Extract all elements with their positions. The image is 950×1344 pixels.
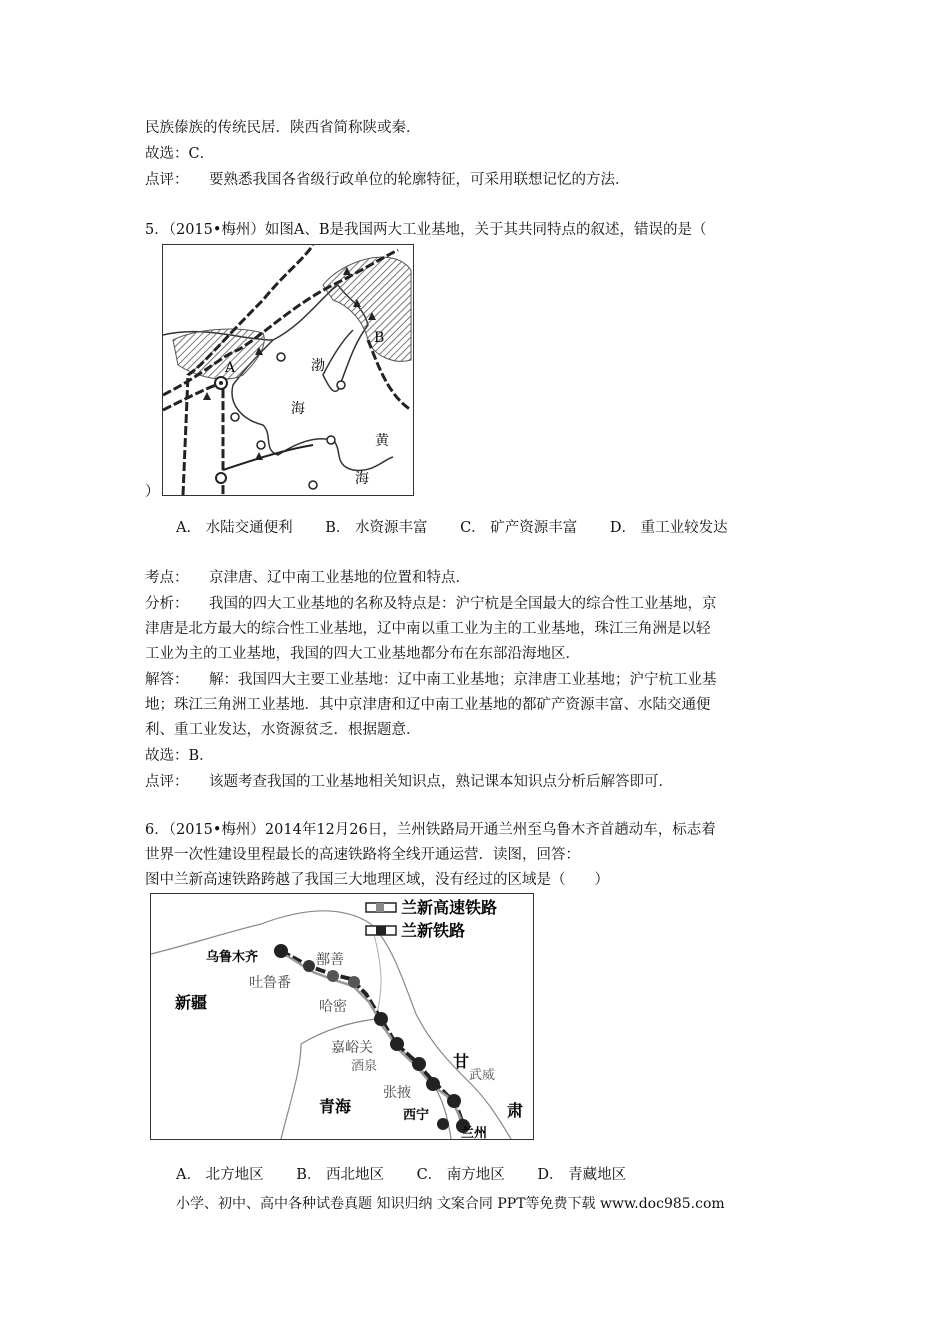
comment-label: 点评：	[145, 172, 189, 188]
fenxi-line-1	[145, 594, 717, 614]
legend-high-speed: 兰新高速铁路	[401, 898, 498, 917]
label-gan: 甘	[453, 1052, 470, 1071]
q5-answer: 故选：B．	[145, 748, 214, 764]
fenxi-text-1: 我国的四大工业基地的名称及特点是：沪宁杭是全国最大的综合性工业基地，京	[209, 596, 717, 612]
kaodian-text: 京津唐、辽中南工业基地的位置和特点．	[209, 570, 470, 586]
comment-text: 要熟悉我国各省级行政单位的轮廓特征，可采用联想记忆的方法．	[209, 172, 630, 188]
q6-map	[150, 893, 534, 1140]
q5-option-c[interactable]: C． 矿产资源丰富	[460, 520, 578, 536]
label-turpan: 吐鲁番	[249, 975, 291, 991]
fenxi-label: 分析：	[145, 596, 189, 612]
q6-option-d[interactable]: D． 青藏地区	[537, 1167, 627, 1183]
q6-stem-1: 6．（2015•梅州）2014年12月26日，兰州铁路局开通兰州至乌鲁木齐首趟动车，标志着	[145, 822, 716, 838]
label-su: 肃	[507, 1101, 524, 1120]
label-bohai-2: 海	[291, 401, 305, 417]
comment-line	[145, 170, 630, 190]
label-urumqi: 乌鲁木齐	[206, 950, 259, 965]
q5-option-a[interactable]: A． 水陆交通便利	[176, 520, 293, 536]
q5-stem: 5．（2015•梅州）如图A、B是我国两大工业基地，关于其共同特点的叙述，错误的是（	[145, 222, 707, 238]
label-b: B	[374, 330, 385, 346]
kaodian-line	[145, 568, 470, 588]
q6-options	[176, 1165, 654, 1185]
jieda-text-1: 解：我国四大主要工业基地：辽中南工业基地；京津唐工业基地；沪宁杭工业基	[209, 672, 717, 688]
q6-option-b[interactable]: B． 西北地区	[296, 1167, 384, 1183]
text-line: 民族傣族的传统民居．陕西省简称陕或秦．	[145, 120, 421, 136]
q5-options	[176, 518, 756, 538]
q5-stem-end: ）	[145, 484, 160, 500]
label-xining: 西宁	[403, 1108, 430, 1123]
q5-option-d[interactable]: D． 重工业较发达	[609, 520, 728, 536]
q5-option-b[interactable]: B． 水资源丰富	[325, 520, 428, 536]
label-lanzhou: 兰州	[461, 1126, 488, 1139]
label-shanshan: 鄯善	[316, 952, 344, 968]
fenxi-line-3: 工业为主的工业基地，我国的四大工业基地都分布在东部沿海地区．	[145, 646, 580, 662]
label-huang-2: 海	[355, 471, 369, 487]
q6-stem-2: 世界一次性建设里程最长的高速铁路将全线开通运营．读图，回答：	[145, 847, 580, 863]
q6-option-c[interactable]: C． 南方地区	[416, 1167, 505, 1183]
jieda-label: 解答：	[145, 672, 189, 688]
kaodian-label: 考点：	[145, 570, 189, 586]
q5-map	[162, 244, 414, 496]
label-xinjiang: 新疆	[175, 993, 208, 1012]
label-zhangye: 张掖	[383, 1085, 411, 1101]
q5-comment-line	[145, 772, 673, 792]
jieda-line-2: 地；珠江三角洲工业基地．其中京津唐和辽中南工业基地的都矿产资源丰富、水陆交通便	[145, 697, 711, 713]
label-jiuquan: 酒泉	[351, 1059, 378, 1074]
q5-comment-text: 该题考查我国的工业基地相关知识点，熟记课本知识点分析后解答即可．	[209, 774, 673, 790]
label-qinghai: 青海	[319, 1097, 352, 1116]
label-a: A	[225, 360, 236, 376]
label-wuwei: 武威	[469, 1068, 496, 1083]
label-hami: 哈密	[319, 999, 347, 1015]
jieda-line-1	[145, 670, 717, 690]
answer-line: 故选：C．	[145, 146, 215, 162]
label-bohai-1: 渤	[311, 358, 325, 374]
q6-option-a[interactable]: A． 北方地区	[176, 1167, 264, 1183]
q6-stem-3: 图中兰新高速铁路跨越了我国三大地理区域，没有经过的区域是（ ）	[145, 872, 609, 888]
footer-text: 小学、初中、高中各种试卷真题 知识归纳 文案合同 PPT等免费下载 www.doc985.com	[176, 1196, 725, 1212]
label-jiayuguan: 嘉峪关	[331, 1040, 373, 1056]
jieda-line-3: 利、重工业发达，水资源贫乏．根据题意．	[145, 722, 421, 738]
label-huang-1: 黄	[375, 433, 389, 449]
legend-railway: 兰新铁路	[401, 921, 466, 940]
q5-comment-label: 点评：	[145, 774, 189, 790]
fenxi-line-2: 津唐是北方最大的综合性工业基地，辽中南以重工业为主的工业基地，珠江三角洲是以轻	[145, 621, 711, 637]
